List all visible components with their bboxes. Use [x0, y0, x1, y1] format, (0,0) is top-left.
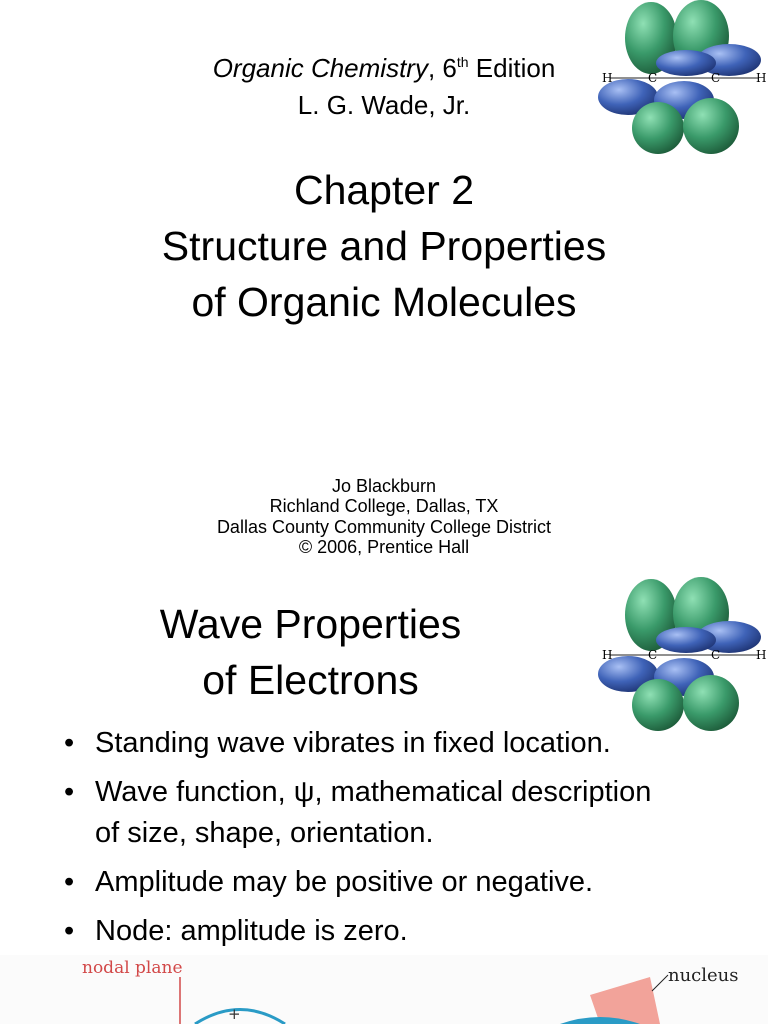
bullet-item: [64, 862, 764, 903]
atom-label: H: [756, 71, 767, 85]
textbook-title: Organic Chemistry: [212, 53, 428, 83]
nucleus-label: nucleus: [668, 965, 739, 986]
edition-number: , 6: [427, 53, 457, 83]
pi-orbital-image: [596, 0, 768, 158]
chapter-number: Chapter 2: [293, 167, 475, 213]
blue-lobe: [656, 627, 716, 653]
bullet-text: Amplitude may be positive or negative.: [95, 866, 594, 898]
slide-title-line2: of Electrons: [202, 657, 419, 703]
atom-label: C: [711, 71, 721, 85]
wave-figure: [0, 955, 768, 1024]
bullet-dot: •: [64, 866, 75, 898]
atom-label: H: [602, 71, 613, 85]
presenter-name: Jo Blackburn: [331, 476, 437, 496]
bullet-item: [64, 723, 764, 764]
edition-word: Edition: [468, 53, 556, 83]
wave-properties-slide: [0, 575, 768, 1024]
green-lobe: [683, 98, 739, 154]
chapter-title-line2: of Organic Molecules: [191, 279, 577, 325]
copyright-line: © 2006, Prentice Hall: [298, 537, 470, 557]
green-lobe: [632, 102, 684, 154]
atom-label: C: [711, 648, 721, 662]
bullet-text: Wave function, ψ, mathematical description of size, shape, orientation.: [95, 776, 652, 849]
bullet-list: [64, 723, 764, 960]
bullet-dot: •: [64, 727, 75, 759]
atom-label: H: [756, 648, 767, 662]
edition-suffix: th: [456, 54, 469, 70]
atom-label: C: [648, 71, 658, 85]
nodal-plane-label: nodal plane: [82, 958, 183, 978]
bullet-item: [64, 772, 655, 854]
bullet-item: [64, 911, 764, 952]
bullet-dot: •: [64, 776, 75, 808]
district-name: Dallas County Community College District: [216, 517, 552, 537]
bullet-text: Node: amplitude is zero.: [95, 915, 408, 947]
author: L. G. Wade, Jr.: [297, 90, 471, 120]
bullet-text: Standing wave vibrates in fixed location.: [95, 727, 611, 759]
plus-sign: +: [228, 1005, 241, 1023]
atom-label: C: [648, 648, 658, 662]
slide-title-line1: Wave Properties: [159, 601, 462, 647]
bullet-dot: •: [64, 915, 75, 947]
pi-orbital-image: [596, 577, 768, 735]
blue-lobe: [656, 50, 716, 76]
chapter-title-line1: Structure and Properties: [161, 223, 607, 269]
atom-label: H: [602, 648, 613, 662]
college-name: Richland College, Dallas, TX: [269, 496, 499, 516]
